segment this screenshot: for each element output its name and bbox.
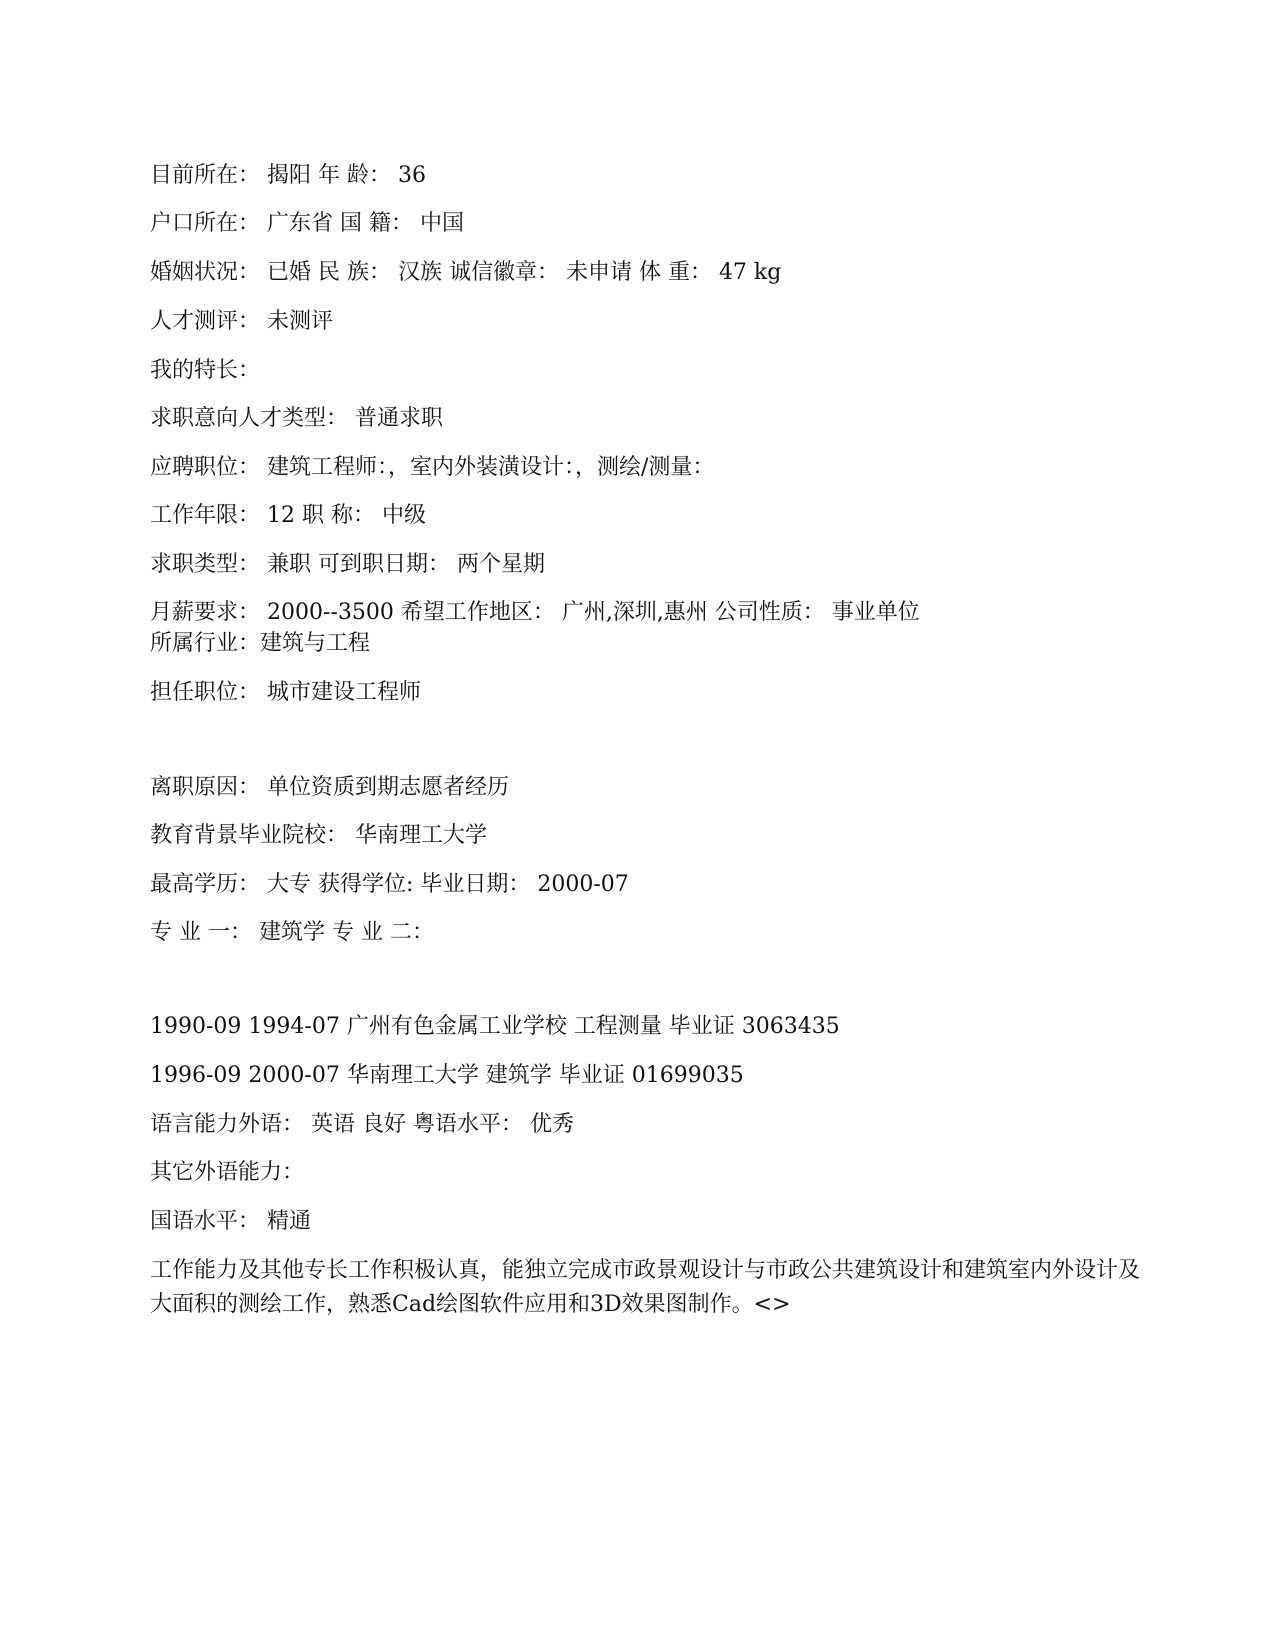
- hukou-nationality: 户口所在： 广东省 国 籍： 中国: [150, 211, 464, 236]
- other-languages: 其它外语能力：: [150, 1160, 305, 1185]
- majors: 专 业 一： 建筑学 专 业 二：: [150, 920, 434, 945]
- marital-ethnicity-badge-weight: 婚姻状况： 已婚 民 族： 汉族 诚信徽章： 未申请 体 重： 47 kg: [150, 260, 782, 285]
- leave-reason: 离职原因： 单位资质到期志愿者经历: [150, 775, 509, 800]
- mandarin-level: 国语水平： 精通: [150, 1209, 311, 1234]
- industry: 所属行业：建筑与工程: [150, 631, 371, 656]
- skills-paragraph: 工作能力及其他专长工作积极认真，能独立完成市政景观设计与市政公共建筑设计和建筑室内外设计及大面积的测绘工作，熟悉Cad绘图软件应用和3D效果图制作。<>: [150, 1258, 1141, 1317]
- salary-region-company: 月薪要求： 2000--3500 希望工作地区： 广州,深圳,惠州 公司性质： 事业单位: [150, 600, 920, 625]
- work-years-title: 工作年限： 12 职 称： 中级: [150, 503, 426, 528]
- education-record-2: 1996-09 2000-07 华南理工大学 建筑学 毕业证 01699035: [150, 1063, 744, 1088]
- current-location-age: 目前所在： 揭阳 年 龄： 36: [150, 163, 426, 188]
- language-ability: 语言能力外语： 英语 良好 粤语水平： 优秀: [150, 1112, 574, 1137]
- highest-degree: 最高学历： 大专 获得学位: 毕业日期： 2000-07: [150, 872, 629, 897]
- talent-assessment: 人才测评： 未测评: [150, 309, 333, 334]
- applied-positions: 应聘职位： 建筑工程师：，室内外装潢设计：，测绘/测量：: [150, 455, 715, 480]
- education-record-1: 1990-09 1994-07 广州有色金属工业学校 工程测量 毕业证 3063435: [150, 1014, 840, 1039]
- position-held: 担任职位： 城市建设工程师: [150, 680, 421, 705]
- job-intent-type: 求职意向人才类型： 普通求职: [150, 406, 443, 431]
- job-type-availability: 求职类型： 兼职 可到职日期： 两个星期: [150, 552, 545, 577]
- my-specialty: 我的特长：: [150, 358, 261, 383]
- education-school: 教育背景毕业院校： 华南理工大学: [150, 823, 487, 848]
